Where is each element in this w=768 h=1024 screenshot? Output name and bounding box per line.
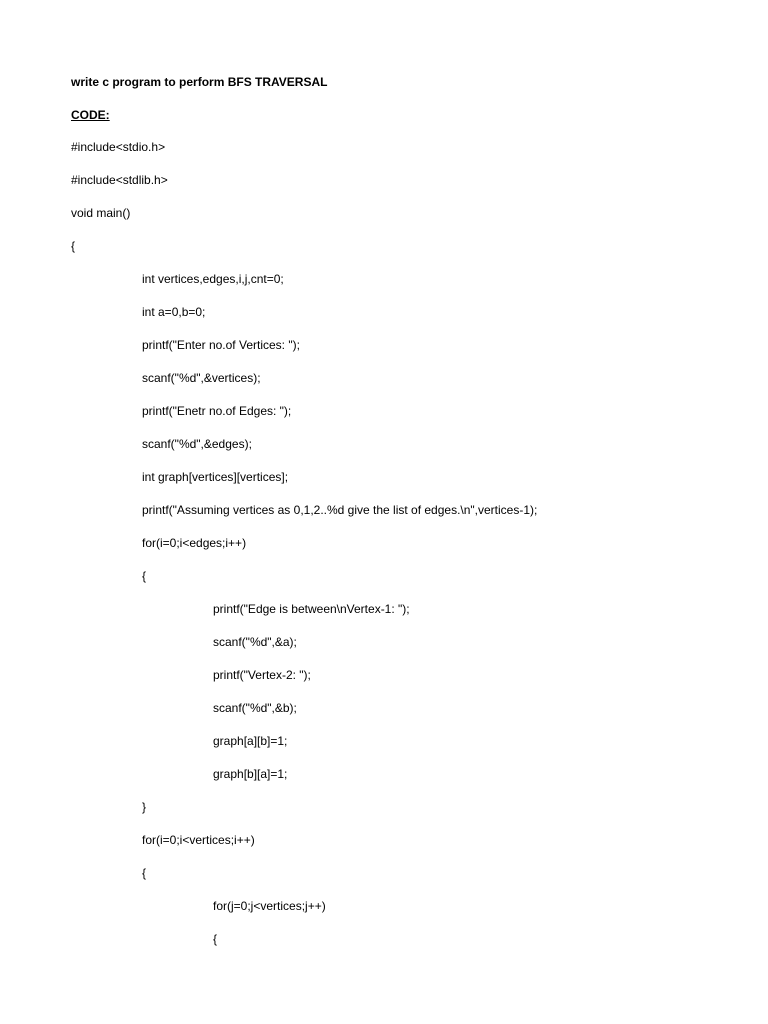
code-line: printf("Enter no.of Vertices: "); bbox=[142, 338, 300, 352]
code-line: graph[a][b]=1; bbox=[213, 734, 288, 748]
code-line: scanf("%d",&vertices); bbox=[142, 371, 261, 385]
code-line: scanf("%d",&a); bbox=[213, 635, 297, 649]
code-line: { bbox=[71, 239, 76, 253]
code-line: for(j=0;j<vertices;j++) bbox=[213, 899, 326, 913]
code-line: int a=0,b=0; bbox=[142, 305, 206, 319]
code-line: printf("Enetr no.of Edges: "); bbox=[142, 404, 292, 418]
document-title: write c program to perform BFS TRAVERSAL bbox=[71, 75, 328, 89]
code-line: { bbox=[142, 569, 147, 583]
code-line: #include<stdio.h> bbox=[71, 140, 166, 154]
code-line: scanf("%d",&b); bbox=[213, 701, 297, 715]
code-line: { bbox=[213, 932, 218, 946]
code-line: for(i=0;i<vertices;i++) bbox=[142, 833, 255, 847]
code-line: } bbox=[142, 800, 147, 814]
code-line: { bbox=[142, 866, 147, 880]
code-line: void main() bbox=[71, 206, 131, 220]
code-line: printf("Assuming vertices as 0,1,2..%d give the list of edges.\n",vertices-1); bbox=[142, 503, 538, 517]
code-line: graph[b][a]=1; bbox=[213, 767, 288, 781]
code-line: #include<stdlib.h> bbox=[71, 173, 168, 187]
code-line: scanf("%d",&edges); bbox=[142, 437, 252, 451]
code-heading: CODE: bbox=[71, 108, 110, 122]
code-line: printf("Vertex-2: "); bbox=[213, 668, 311, 682]
code-line: printf("Edge is between\nVertex-1: "); bbox=[213, 602, 410, 616]
code-line: for(i=0;i<edges;i++) bbox=[142, 536, 247, 550]
code-line: int graph[vertices][vertices]; bbox=[142, 470, 289, 484]
code-line: int vertices,edges,i,j,cnt=0; bbox=[142, 272, 284, 286]
